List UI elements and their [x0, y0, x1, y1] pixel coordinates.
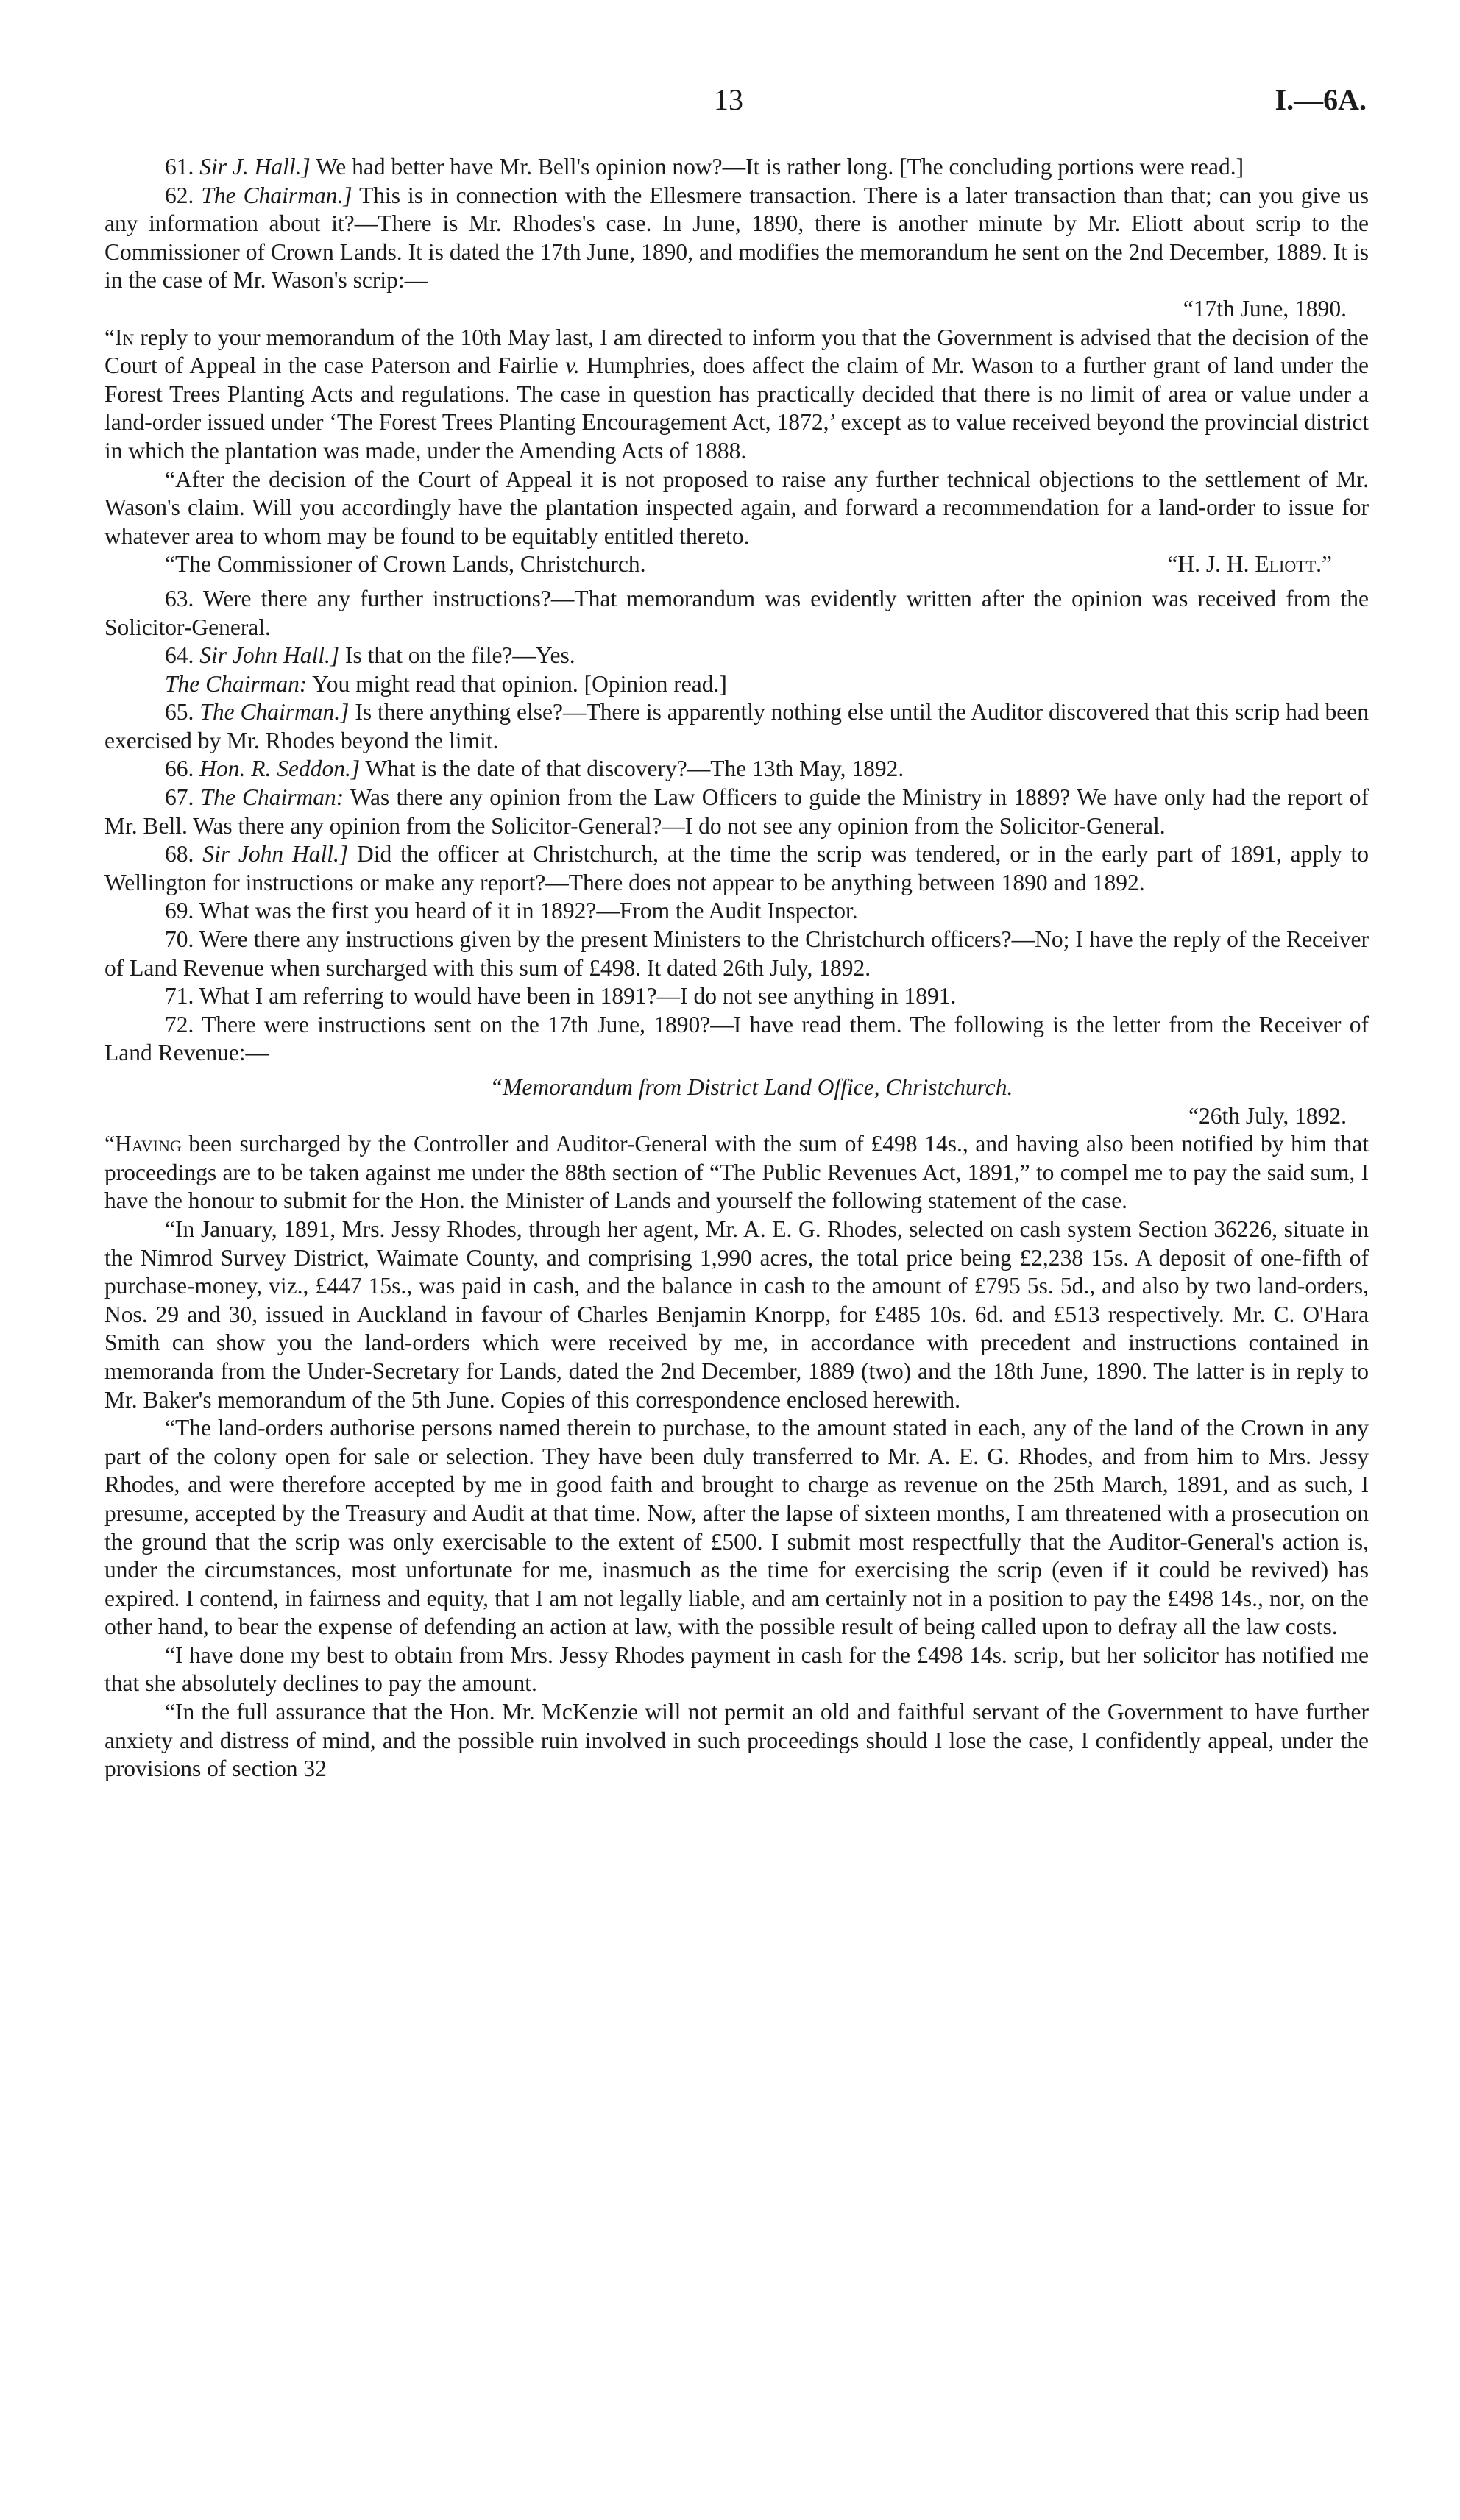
versus: v.	[565, 352, 580, 379]
speaker: Sir J. Hall.]	[199, 154, 311, 180]
memo-date: “26th July, 1892.	[1188, 1102, 1347, 1129]
paragraph-text: Is that on the file?—Yes.	[339, 642, 575, 669]
letter-signoff	[104, 550, 1369, 579]
memo-paragraph-5: “In the full assurance that the Hon. Mr. McKenzie will not permit an old and faithful servant of the Government to have further anxiety and distress of mind, and the possible ruin involved in such proceedings should I lose the case, I confidently appeal, under the provisions of section 32	[104, 1699, 1369, 1782]
question-number: 61.	[165, 154, 200, 180]
question-number: 64.	[165, 642, 200, 669]
paragraph-69	[104, 897, 1369, 926]
paragraph-text: This is in connection with the Ellesmere transaction. There is a later transaction than that; can you give us any information about it?—There is Mr. Rhodes's case. In June, 1890, there is another minute by Mr. Eliott about scrip to the Commissioner of Crown Lands. It is dated the 17th June, 1890, and modifies the memorandum he sent on the 2nd December, 1889. It is in the case of Mr. Wason's scrip:—	[104, 182, 1369, 294]
letter-signature: “H. J. H. Eliott.”	[1167, 551, 1332, 578]
paragraph-63	[104, 585, 1369, 642]
question-number: 65.	[165, 699, 200, 725]
paragraph-text: Were there any instructions given by the present Ministers to the Christchurch officers?—No; I have the reply of the Receiver of Land Revenue when surcharged with this sum of £498. It dated 26th July, 1892.	[104, 926, 1369, 981]
letter-addressee: “The Commissioner of Crown Lands, Christchurch.	[165, 551, 646, 578]
memo-opening: “Having	[104, 1131, 182, 1157]
paragraph-text: We had better have Mr. Bell's opinion now?—It is rather long. [The concluding portions were read.]	[310, 154, 1244, 180]
paragraph-70	[104, 926, 1369, 982]
question-number: 67.	[165, 784, 201, 811]
speaker: Sir John Hall.]	[202, 841, 349, 867]
memo-paragraph-4: “I have done my best to obtain from Mrs. Jessy Rhodes payment in cash for the £498 14s. scrip, but her solicitor has notified me that she absolutely declines to pay the amount.	[104, 1641, 1369, 1697]
question-number: 68.	[165, 841, 203, 867]
speaker: The Chairman:	[165, 670, 308, 697]
paragraph-61	[104, 153, 1369, 182]
question-number: 70.	[165, 926, 199, 953]
page-number: 13	[714, 83, 743, 116]
page-reference: I.—6A.	[1275, 83, 1367, 116]
letter-text: reply to your memorandum of the 10th May last, I am directed to inform you that the Government is advised that the decision of the Court of Appeal in the case Paterson and Fairlie	[104, 324, 1369, 379]
letter-date: “17th June, 1890.	[1183, 295, 1347, 322]
question-number: 63.	[165, 585, 203, 611]
memo-paragraph-3: “The land-orders authorise persons named therein to purchase, to the amount stated in each, any of the land of the Crown in any part of the colony open for sale or selection. They have been duly transferred to Mr. A. E. G. Rhodes, and from him to Mrs. Jessy Rhodes, and were therefore accepted by me in good faith and brought to charge as revenue on the 25th March, 1891, and as such, I presume, accepted by the Treasury and Audit at that time. Now, after the lapse of sixteen months, I am threatened with a prosecution on the ground that the scrip was only exercisable to the extent of £500. I submit most respectfully that the Auditor-General's action is, under the circumstances, most unfortunate for me, inasmuch as the time for exercising the scrip (even if it could be revived) has expired. I contend, in fairness and equity, that I am not legally liable, and am certainly not in a position to pay the £498 14s., nor, on the other hand, to bear the expense of defending an action at law, with the possible result of being called upon to defray all the law costs.	[104, 1415, 1369, 1640]
paragraph-68	[104, 840, 1369, 897]
paragraph-text: You might read that opinion. [Opinion read.]	[307, 670, 727, 697]
speaker: Sir John Hall.]	[199, 642, 340, 669]
letter-text: Humphries, does affect the claim of Mr. Wason to a further grant of land under the Forest Trees Planting Acts and regulations. The case in question has practically decided that there is no limit of area or value under a land-order issued under ‘The Forest Trees Planting Encouragement Act, 1872,’ except as to value received beyond the provincial district in which the plantation was made, under the Amending Acts of 1888.	[104, 352, 1369, 464]
letter-paragraph-1	[104, 324, 1369, 466]
paragraph-text: Did the officer at Christchurch, at the time the scrip was tendered, or in the early part of 1891, apply to Wellington for instructions or make any report?—There does not appear to be anything between 1890 and 1892.	[104, 841, 1369, 895]
paragraph-72	[104, 1011, 1369, 1068]
paragraph-text: What I am referring to would have been in 1891?—I do not see anything in 1891.	[199, 983, 957, 1009]
paragraph-text: Was there any opinion from the Law Officers to guide the Ministry in 1889? We have only had the report of Mr. Bell. Was there any opinion from the Solicitor-General?—I do not see any opinion from the Solicitor-General.	[104, 784, 1369, 839]
question-number: 72.	[165, 1011, 202, 1037]
document-body	[104, 153, 1369, 1783]
paragraph-66	[104, 755, 1369, 784]
paragraph-65	[104, 698, 1369, 755]
paragraph-64	[104, 642, 1369, 670]
letter-paragraph-2: “After the decision of the Court of Appeal it is not proposed to raise any further technical objections to the settlement of Mr. Wason's claim. Will you accordingly have the plantation inspected again, and forward a recommendation for a land-order to issue for whatever area to whom may be found to be equitably entitled thereto.	[104, 466, 1369, 549]
paragraph-text: There were instructions sent on the 17th June, 1890?—I have read them. The following is the letter from the Receiver of Land Revenue:—	[104, 1011, 1369, 1066]
paragraph-text: What is the date of that discovery?—The 13th May, 1892.	[360, 756, 904, 782]
memo-text: been surcharged by the Controller and Auditor-General with the sum of £498 14s., and having also been notified by him that proceedings are to be taken against me under the 88th section of “The Public Revenues Act, 1891,” to compel me to pay the said sum, I have the honour to submit for the Hon. the Minister of Lands and yourself the following statement of the case.	[104, 1131, 1369, 1214]
question-number: 66.	[165, 756, 200, 782]
speaker: The Chairman.]	[201, 182, 352, 208]
paragraph-text: What was the first you heard of it in 1892?—From the Audit Inspector.	[199, 898, 858, 924]
question-number: 71.	[165, 983, 199, 1009]
memo-paragraph-1	[104, 1130, 1369, 1215]
paragraph-62	[104, 182, 1369, 295]
speaker: The Chairman:	[200, 784, 344, 811]
memo-title: “Memorandum from District Land Office, Christchurch.	[489, 1074, 1013, 1100]
speaker: Hon. R. Seddon.]	[199, 756, 361, 782]
memo-paragraph-2: “In January, 1891, Mrs. Jessy Rhodes, through her agent, Mr. A. E. G. Rhodes, selected on cash system Section 36226, situate in the Nimrod Survey District, Waimate County, and comprising 1,990 acres, the total price being £2,238 15s. A deposit of one-fifth of purchase-money, viz., £447 15s., was paid in cash, and the balance in cash to the amount of £795 5s. 5d., and also by two land-orders, Nos. 29 and 30, issued in Auckland in favour of Charles Benjamin Knorpp, for £485 10s. 6d. and £513 respectively. Mr. C. O'Hara Smith can show you the land-orders which were received by me, in accordance with precedent and instructions contained in memoranda from the Under-Secretary for Lands, dated the 2nd December, 1889 (two) and the 18th June, 1890. The latter is in reply to Mr. Baker's memorandum of the 5th June. Copies of this correspondence enclosed herewith.	[104, 1215, 1369, 1413]
paragraph-text: Were there any further instructions?—That memorandum was evidently written after the opinion was received from the Solicitor-General.	[104, 585, 1369, 640]
paragraph-71	[104, 982, 1369, 1011]
letter-opening: “In	[104, 324, 135, 350]
question-number: 69.	[165, 898, 199, 924]
page-header	[0, 82, 1460, 127]
paragraph-67	[104, 784, 1369, 840]
speaker: The Chairman.]	[199, 699, 350, 725]
question-number: 62.	[165, 182, 202, 208]
paragraph-text: Is there anything else?—There is apparently nothing else until the Auditor discovered that this scrip had been exercised by Mr. Rhodes beyond the limit.	[104, 699, 1369, 753]
paragraph-64b	[104, 670, 1369, 699]
